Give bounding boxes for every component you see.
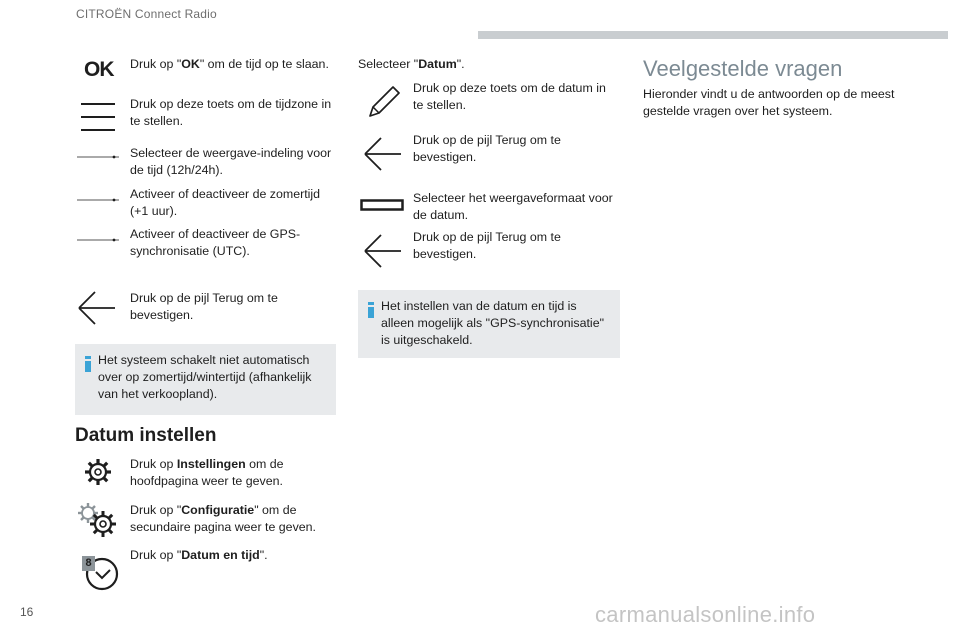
menu-icon — [80, 102, 116, 132]
header-bar — [478, 31, 948, 39]
back-arrow-icon — [76, 290, 116, 326]
info-note — [75, 344, 336, 415]
pencil-icon — [366, 84, 402, 120]
clock-badge: 8 — [82, 556, 95, 571]
step-time-format-text: Selecteer de weergave-indeling voor de tijd (12h/24h). — [130, 146, 332, 177]
step-confirm-date-text: Druk op de pijl Terug om te bevestigen. — [413, 133, 561, 164]
step-set-date-text: Druk op deze toets om de datum in te stellen. — [413, 81, 606, 112]
step-configuration-text: Druk op "Configuratie" om de secundaire pagina weer te geven. — [130, 503, 316, 534]
page-number: 16 — [20, 605, 34, 619]
faq-intro-text: Hieronder vindt u de antwoorden op de meest gestelde vragen over het systeem. — [643, 87, 895, 118]
back-arrow-icon — [362, 233, 402, 269]
info-icon — [368, 302, 374, 318]
info-icon — [85, 356, 91, 372]
step-confirm-text: Druk op de pijl Terug om te bevestigen. — [130, 291, 278, 322]
format-rectangle-icon — [360, 199, 404, 211]
step-summer-time-text: Activeer of deactiveer de zomertijd (+1 uur). — [130, 187, 321, 218]
back-arrow-icon — [362, 136, 402, 172]
step-ok-text: Druk op "OK" om de tijd op te slaan. — [130, 57, 329, 71]
info-note-text: Het instellen van de datum en tijd is alleen mogelijk als "GPS-synchronisatie" is uitgeschakeld. — [381, 299, 604, 347]
ok-button-icon: OK — [84, 58, 114, 81]
step-date-format-text: Selecteer het weergaveformaat voor de datum. — [413, 191, 613, 222]
step-confirm-format-text: Druk op de pijl Terug om te bevestigen. — [413, 230, 561, 261]
watermark: carmanualsonline.info — [595, 602, 816, 627]
configuration-gears-icon — [77, 502, 121, 542]
step-settings-text: Druk op Instellingen om de hoofdpagina weer te geven. — [130, 457, 284, 488]
step-gps-sync-text: Activeer of deactiveer de GPS-synchronisatie (UTC). — [130, 227, 301, 258]
select-date-text: Selecteer "Datum". — [358, 57, 465, 71]
settings-gear-icon — [84, 458, 112, 486]
toggle-line-icon — [76, 237, 120, 243]
header-title: CITROËN Connect Radio — [76, 7, 217, 21]
section-title: Datum instellen — [75, 425, 217, 446]
toggle-line-icon — [76, 154, 120, 160]
info-note-text: Het systeem schakelt niet automatisch over op zomertijd/wintertijd (afhankelijk van het verkoopland). — [98, 353, 312, 401]
step-timezone-text: Druk op deze toets om de tijdzone in te stellen. — [130, 97, 332, 128]
info-note — [358, 290, 620, 358]
step-date-time-text: Druk op "Datum en tijd". — [130, 548, 268, 562]
faq-title: Veelgestelde vragen — [643, 56, 843, 81]
toggle-line-icon — [76, 197, 120, 203]
